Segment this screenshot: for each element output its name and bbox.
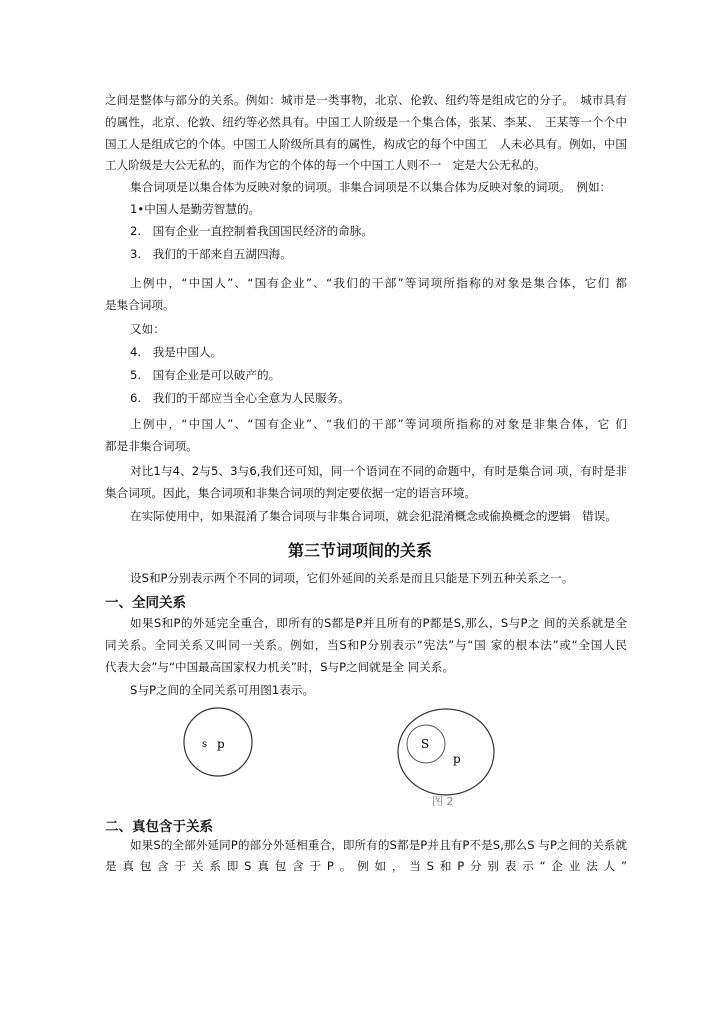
heading-proper-inclusion: 二、真包含于关系 (105, 819, 213, 835)
section-title: 第三节词项间的关系 (287, 541, 432, 560)
figure1-s-label: s (202, 739, 208, 750)
list-item: 4. 我是中国人。 (130, 345, 223, 359)
intro-text: 设S和P分别表示两个不同的词项，它们外延间的关系是而且只能是下列五种关系之一。 (130, 571, 574, 585)
list-item: 5. 国有企业是可以破产的。 (130, 368, 281, 382)
text-line: 是真包含于关系即S真包含于P。例如，当S和P分别表示“企业法人” (105, 859, 627, 873)
list-item: 6. 我们的干部应当全心全意为人民服务。 (130, 391, 350, 405)
text-line: 都是非集合词项。 (105, 439, 198, 453)
text-line: 集合词项。因此，集合词项和非集合词项的判定要依据一定的语言环境。 (105, 486, 477, 500)
list-item: 2. 国有企业一直控制着我国国民经济的命脉。 (130, 224, 373, 238)
text-line: 代表大会”与“中国最高国家权力机关”时，S与P之间就是全 同关系。 (105, 660, 455, 674)
figure1-p-label: p (217, 737, 225, 751)
text-line: 同关系。全同关系又叫同一关系。例如，当S和P分别表示“宪法”与“国 家的根本法”或“全国人民 (105, 638, 627, 652)
text-line: S与P之间的全同关系可用图1表示。 (130, 683, 315, 697)
figure2-p-label: p (453, 752, 461, 766)
text-line: 对比1与4、2与5、3与6,我们还可知，同一个语词在不同的命题中，有时是集合词 项，有时是非 (130, 464, 627, 478)
text-line: 如果S的全部外延同P的部分外延相重合，即所有的S都是P并且有P不是S,那么S 与P之间的关系就 (130, 838, 627, 852)
text-line: 工人阶级是大公无私的，而作为它的个体的每一个中国工人则不一 定是大公无私的。 (105, 158, 546, 172)
text-line: 集合词项是以集合体为反映对象的词项。非集合词项是不以集合体为反映对象的词项。 例如： (130, 180, 612, 194)
list-item: 1•中国人是勤劳智慧的。 (130, 202, 261, 216)
figure2-caption: 图 2 (432, 795, 454, 808)
figure2-outer-ellipse (398, 709, 494, 795)
list-item: 3. 我们的干部来自五湖四海。 (130, 247, 292, 261)
text-line: 上例中，“中国人”、“国有企业”、“我们的干部”等词项所指称的对象是集合体，它们 都 (130, 276, 627, 290)
text-line: 上例中，“中国人”、“国有企业”、“我们的干部”等词项所指称的对象是非集合体，它 们 (130, 417, 627, 431)
heading-identity-relation: 一、全同关系 (105, 595, 186, 611)
text-line: 如果S和P的外延完全重合，即所有的S都是P并且所有的P都是S,那么，S与P之 间的关系就是全 (130, 616, 627, 630)
text-line: 的属性，北京、伦敦、纽约等必然具有。中国工人阶级是一个集合体，张某、李某、 王某等一个个中 (105, 115, 627, 129)
text-line: 在实际使用中，如果混淆了集合词项与非集合词项，就会犯混淆概念或偷换概念的逻辑 错误。 (130, 509, 617, 523)
text-line: 是集合词项。 (105, 298, 175, 312)
text-line: 之间是整体与部分的关系。例如：城市是一类事物，北京、伦敦、纽约等是组成它的分子。 城市具有 (105, 93, 627, 107)
figure2-s-label: S (421, 737, 430, 751)
text-line: 国工人是组成它的个体。中国工人阶级所具有的属性，构成它的每个中国工 人未必具有。例如，中国 (105, 137, 627, 151)
text-line: 又如： (130, 322, 165, 336)
